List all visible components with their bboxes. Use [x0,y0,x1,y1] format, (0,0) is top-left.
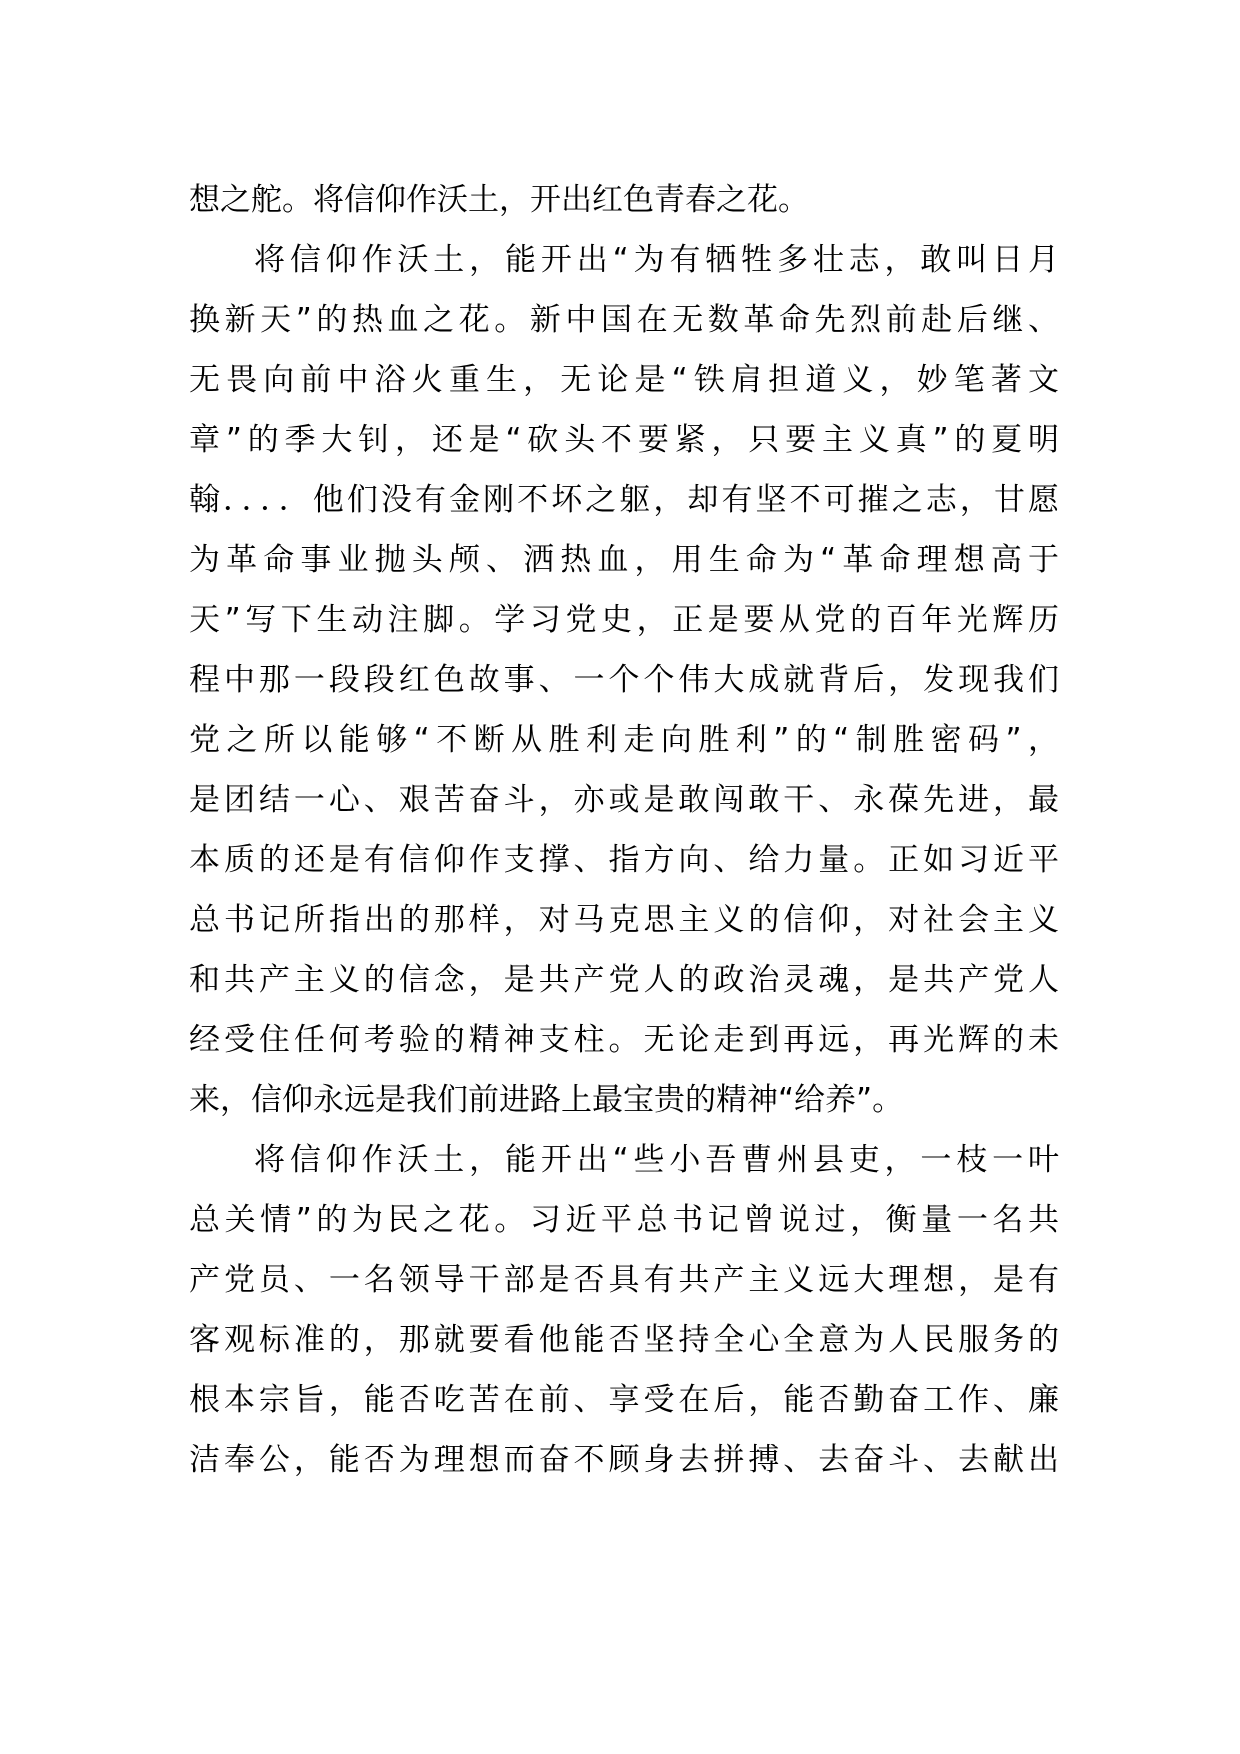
text-line-22: 洁奉公，能否为理想而奋不顾身去拼搏、去奋斗、去献出 [189,1442,1059,1478]
text-line-10: 党之所以能够“不断从胜利走向胜利”的“制胜密码”， [189,722,1059,758]
text-line-14: 和共产主义的信念，是共产党人的政治灵魂，是共产党人 [189,962,1059,998]
text-line-4: 无畏向前中浴火重生，无论是“铁肩担道义，妙笔著文 [189,362,1059,398]
text-line-3: 换新天”的热血之花。新中国在无数革命先烈前赴后继、 [189,302,1059,338]
text-line-21: 根本宗旨，能否吃苦在前、享受在后，能否勤奋工作、廉 [189,1382,1059,1418]
text-line-8: 天”写下生动注脚。学习党史，正是要从党的百年光辉历 [189,602,1059,638]
text-line-17: 将信仰作沃土，能开出“些小吾曹州县吏，一枝一叶 [254,1142,1059,1178]
text-line-9: 程中那一段段红色故事、一个个伟大成就背后，发现我们 [189,662,1059,698]
text-line-5: 章”的季大钊，还是“砍头不要紧，只要主义真”的夏明 [189,422,1059,458]
text-line-1: 想之舵。将信仰作沃土，开出红色青春之花。 [189,182,809,218]
text-line-15: 经受住任何考验的精神支柱。无论走到再远，再光辉的未 [189,1022,1059,1058]
text-line-2: 将信仰作沃土，能开出“为有牺牲多壮志，敢叫日月 [254,242,1059,278]
text-line-13: 总书记所指出的那样，对马克思主义的信仰，对社会主义 [189,902,1059,938]
text-line-6: 翰．．．．他们没有金刚不坏之躯，却有坚不可摧之志，甘愿 [189,482,1059,518]
text-line-20: 客观标准的，那就要看他能否坚持全心全意为人民服务的 [189,1322,1059,1358]
text-line-18: 总关情”的为民之花。习近平总书记曾说过，衡量一名共 [189,1202,1059,1238]
text-line-16: 来，信仰永远是我们前进路上最宝贵的精神“给养”。 [189,1082,904,1118]
text-line-11: 是团结一心、艰苦奋斗，亦或是敢闯敢干、永葆先进，最 [189,782,1059,818]
text-line-7: 为革命事业抛头颅、洒热血，用生命为“革命理想高于 [189,542,1059,578]
text-line-19: 产党员、一名领导干部是否具有共产主义远大理想，是有 [189,1262,1059,1298]
text-line-12: 本质的还是有信仰作支撑、指方向、给力量。正如习近平 [189,842,1059,878]
